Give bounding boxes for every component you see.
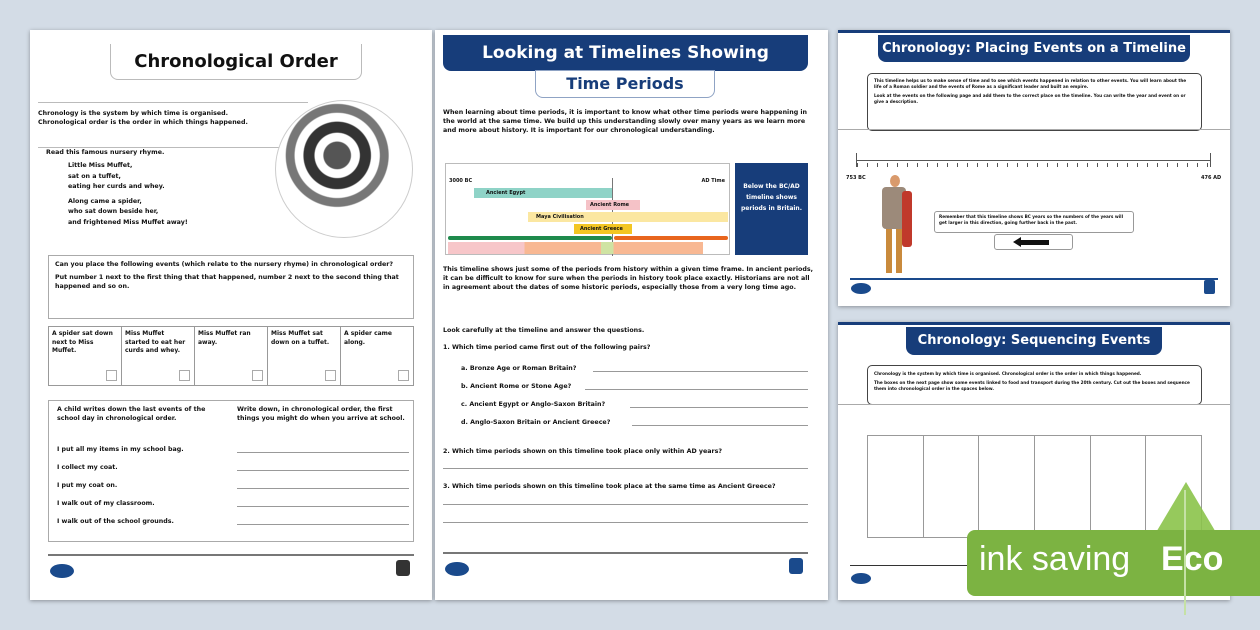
answer-line[interactable] — [443, 522, 808, 523]
section-rule — [838, 129, 1230, 130]
bar-ancient-rome: Ancient Rome — [586, 200, 640, 210]
answer-line[interactable] — [585, 389, 808, 390]
intro-box: Chronology is the system by which time is organised. Chronological order is the order in which things happened. The boxes on the next page show some events linked to food and transport during the 20th century. Cut out the boxes and sequence them into chronological order in the spaces below. — [867, 365, 1202, 405]
answer-line[interactable] — [632, 425, 808, 426]
left-arrow-icon — [1019, 240, 1049, 245]
number-checkbox[interactable] — [325, 370, 336, 381]
question-1: 1. Which time period came first out of the following pairs? — [443, 344, 651, 351]
page-title: Chronology: Placing Events on a Timeline — [878, 35, 1190, 62]
worksheet-timelines — [435, 30, 828, 600]
footer-rule — [48, 554, 414, 556]
question-2: 2. Which time periods shown on this timeline took place only within AD years? — [443, 448, 723, 455]
twinkl-logo — [851, 573, 871, 584]
britain-periods — [448, 242, 703, 254]
event-list: I put all my items in my school bag. I collect my coat. I put my coat on. I walk out of my classroom. I walk out of the school grounds. — [57, 446, 184, 525]
timeline-start: 3000 BC — [449, 178, 473, 184]
school-day-box — [48, 400, 414, 542]
bar-maya: Maya Civilisation — [528, 212, 728, 222]
nursery-rhyme: Little Miss Muffet, sat on a tuffet, eating her curds and whey. Along came a spider, who sat down beside her, and frightened Miss Muffet away! — [68, 162, 188, 226]
section-rule — [838, 404, 1230, 405]
bc-axis — [448, 236, 612, 240]
page-title: Looking at Timelines Showing — [443, 35, 808, 71]
ruler-start-label: 753 BC — [846, 175, 866, 181]
answer-line[interactable] — [593, 371, 808, 372]
number-checkbox[interactable] — [252, 370, 263, 381]
side-note: Below the BC/AD timeline shows periods in Britain. — [735, 163, 808, 255]
question-1-items: a. Bronze Age or Roman Britain? b. Ancient Rome or Stone Age? c. Ancient Egypt or Anglo-Saxon Britain? d. Anglo-Saxon Britain or Ancient Greece? — [461, 365, 611, 426]
answer-line[interactable] — [237, 470, 409, 471]
event-card: A spider sat down next to Miss Muffet. — [48, 326, 122, 386]
number-checkbox[interactable] — [106, 370, 117, 381]
worksheet-chronological-order — [30, 30, 432, 600]
answer-line[interactable] — [630, 407, 808, 408]
ink-saving-badge — [967, 530, 1260, 596]
bar-ancient-egypt: Ancient Egypt — [474, 188, 612, 198]
sequence-slot[interactable] — [1035, 436, 1091, 537]
number-checkbox[interactable] — [179, 370, 190, 381]
number-checkbox[interactable] — [398, 370, 409, 381]
answer-line[interactable] — [443, 504, 808, 505]
footer-mark-icon — [396, 560, 410, 576]
page-subtitle: Time Periods — [535, 70, 715, 98]
intro-box: This timeline helps us to make sense of time and to see which events happened in relation to other events. You will learn about the life of a Roman soldier and the events of Rome as a significant leader and built an empire. Look at the events on the following page and add them to the correct place on the timeline. You can write the year and event on or give a description. — [867, 73, 1202, 131]
sequence-slot[interactable] — [979, 436, 1035, 537]
arrow-box — [994, 234, 1073, 250]
roman-soldier-illustration — [878, 175, 914, 275]
twinkl-logo — [50, 564, 74, 578]
answer-line[interactable] — [443, 468, 808, 469]
sequence-slot[interactable] — [868, 436, 924, 537]
bar-ancient-greece: Ancient Greece — [574, 224, 632, 234]
miss-muffet-illustration — [275, 100, 413, 238]
question-3: 3. Which time periods shown on this timeline took place at the same time as Ancient Greece? — [443, 483, 776, 490]
answer-line[interactable] — [237, 506, 409, 507]
definition-line: Chronological order is the order in which things happened. — [38, 119, 248, 126]
sequence-grid — [867, 435, 1202, 538]
ink-saving-label: ink saving — [979, 540, 1131, 578]
eco-label: Eco — [1161, 540, 1224, 578]
page-title: Chronological Order — [110, 44, 362, 80]
answer-line[interactable] — [237, 452, 409, 453]
footer-rule — [850, 278, 1218, 280]
leaf-stem — [1184, 490, 1186, 615]
intro-text: When learning about time periods, it is important to know what other time periods were happening in the world at the same time. We build up this understanding slowly over many years as we learn more and more about history. It is important for our chronological understanding. — [443, 109, 808, 134]
event-card: Miss Muffet ran away. — [194, 326, 268, 386]
answer-line[interactable] — [237, 524, 409, 525]
instruction: Look carefully at the timeline and answer the questions. — [443, 327, 645, 334]
footer-rule — [443, 552, 808, 554]
page-title: Chronology: Sequencing Events — [906, 327, 1162, 355]
task-left: A child writes down the last events of the school day in chronological order. — [57, 406, 206, 422]
twinkl-logo — [851, 283, 871, 294]
sequence-slot[interactable] — [924, 436, 980, 537]
timeline-end: AD Time — [701, 178, 725, 184]
question-box: Can you place the following events (which relate to the nursery rhyme) in chronological order? Put number 1 next to the first thing that that happened, number 2 next to the second thing that happened and so on. — [48, 255, 414, 319]
sequence-slot[interactable] — [1091, 436, 1147, 537]
event-card: Miss Muffet started to eat her curds and whey. — [121, 326, 195, 386]
definition-line: Chronology is the system by which time is organised. — [38, 110, 229, 117]
timeline-figure — [445, 163, 730, 255]
twinkl-logo — [445, 562, 469, 576]
footer-mark-icon — [1204, 280, 1215, 294]
paragraph-2: This timeline shows just some of the periods from history within a given time frame. In ancient periods, it can be difficult to know for sure when the periods in history took place exactly. Historians are not all in agreement about the dates of some historic periods, especially those from a very long time ago. — [443, 266, 814, 291]
rhyme-intro: Read this famous nursery rhyme. — [46, 149, 165, 156]
footer-mark-icon — [789, 558, 803, 574]
ad-axis — [614, 236, 728, 240]
timeline-ruler — [856, 153, 1211, 167]
task-right: Write down, in chronological order, the first things you might do when you arrive at school. — [237, 406, 405, 422]
event-card: A spider came along. — [340, 326, 414, 386]
direction-note: Remember that this timeline shows BC years so the numbers of the years will get larger in this direction, going further back in the past. — [934, 211, 1134, 233]
answer-line[interactable] — [237, 488, 409, 489]
worksheet-placing-events — [838, 30, 1230, 306]
definition — [38, 102, 308, 148]
ruler-end-label: 476 AD — [1201, 175, 1222, 181]
event-card: Miss Muffet sat down on a tuffet. — [267, 326, 341, 386]
